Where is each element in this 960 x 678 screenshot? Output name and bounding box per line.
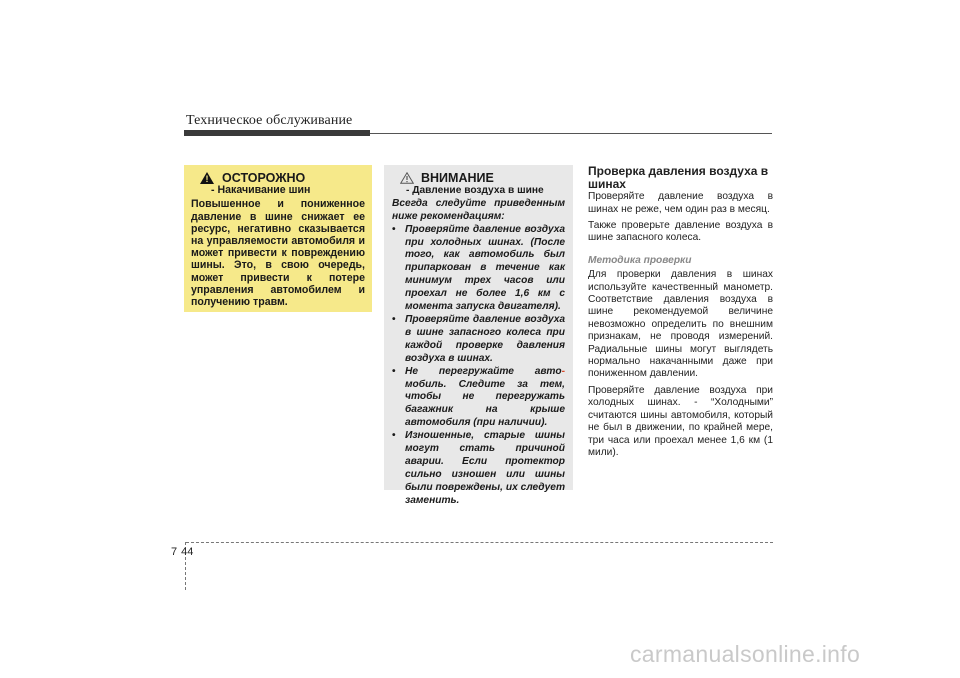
- chapter-number: 7: [171, 546, 178, 558]
- footer-rule: [186, 542, 773, 543]
- bullet-line: Изношенные, старые шины: [405, 430, 565, 442]
- bullet-line: момента запуска двигателя).: [405, 301, 561, 313]
- paragraph: Проверяйте давление воздуха в шинах не реже, чем один раз в месяц.: [588, 191, 773, 215]
- bullet-line: аварии. Если протектор: [405, 455, 565, 467]
- paragraph: Проверяйте давление воздуха при холодных шинах. - “Холодными” считаются шины автомобиля, который не был в движении, по крайней мере, три часа или проехал менее 1,6 км (1 мили).: [588, 384, 773, 458]
- bullet-line: чтобы не перегружать: [405, 391, 565, 403]
- warning-subtitle: - Накачивание шин: [211, 184, 311, 197]
- page-number-value: 44: [181, 546, 194, 558]
- caution-title: ВНИМАНИЕ: [421, 171, 494, 185]
- caution-bullet: [392, 224, 565, 314]
- caution-intro-line: Всегда следуйте приведенным: [392, 197, 565, 209]
- subsection-title: Методика проверки: [588, 254, 692, 266]
- header-bar: [184, 130, 370, 136]
- watermark: carmanualsonline.info: [630, 641, 861, 667]
- caution-bullet: [392, 314, 565, 366]
- bullet-line-text: Не перегружайте авто: [405, 365, 562, 377]
- caution-intro: [392, 198, 565, 224]
- bullet-line: Проверяйте давление воздуха: [405, 313, 565, 325]
- warning-line: управления автомобилем и: [191, 283, 365, 296]
- caution-subtitle: - Давление воздуха в шине: [406, 184, 544, 196]
- warning-title: ОСТОРОЖНО: [222, 171, 306, 185]
- bullet-dot-icon: •: [392, 223, 396, 235]
- page-header-title: Техническое обслуживание: [186, 113, 353, 128]
- warning-line: может привести к потере: [191, 271, 365, 284]
- page-number: [171, 546, 193, 558]
- bullet-line: припаркован в течение как: [405, 262, 565, 274]
- bullet-line: сильно изношен или шины: [405, 468, 565, 480]
- warning-line: ресурс, негативно сказывается: [191, 222, 365, 235]
- bullet-line: заменить.: [405, 494, 460, 506]
- bullet-line: мобиль. Следите за тем,: [405, 378, 565, 390]
- bullet-line: минимум трех часов или: [405, 275, 565, 287]
- bullet-line: были повреждены, их следует: [405, 481, 565, 493]
- bullet-line: того, как автомобиль был: [405, 249, 565, 261]
- warning-line: давление в шине снижает ее: [191, 210, 365, 223]
- warning-line: получению травм.: [191, 296, 288, 309]
- caution-bullet: [392, 430, 565, 507]
- caution-box: [384, 165, 573, 506]
- header-rule: [370, 133, 772, 134]
- warning-triangle-icon: !: [200, 172, 214, 184]
- warning-text: [191, 198, 365, 308]
- warning-line: Повышенное и пониженное: [191, 198, 365, 211]
- bullet-dot-icon: •: [392, 365, 396, 377]
- warning-line: шины. Это, в свою очередь,: [191, 259, 365, 272]
- bullet-dot-icon: •: [392, 313, 396, 325]
- warning-header: [191, 172, 365, 184]
- right-column: [588, 165, 773, 463]
- bullet-line: в шине запасного колеса при: [405, 326, 565, 338]
- bullet-line: автомобиля (при наличии).: [405, 417, 548, 429]
- caution-triangle-icon: [400, 172, 414, 184]
- warning-line: на управляемости автомобиля и: [191, 235, 365, 248]
- caution-bullet: [392, 366, 565, 431]
- caution-header: [392, 172, 565, 185]
- bullet-line: могут стать причиной: [405, 443, 565, 455]
- bullet-dot-icon: •: [392, 430, 396, 442]
- bullet-line: багажник на крыше: [405, 404, 565, 416]
- bullet-line: проехал не более 1,6 км с: [405, 288, 565, 300]
- bullet-line: каждой проверке давления: [405, 339, 565, 351]
- warning-line: может привести к повреждению: [191, 247, 365, 260]
- bullet-line: Проверяйте давление воздуха: [405, 223, 565, 235]
- warning-box: [184, 165, 372, 312]
- hyphen-mark: -: [561, 365, 565, 377]
- paragraph: Также проверьте давление воздуха в шине запасного колеса.: [588, 220, 773, 244]
- bullet-line: воздуха в шинах.: [405, 352, 493, 364]
- bullet-line: [405, 366, 565, 379]
- paragraph: Для проверки давления в шинах используйте качественный манометр. Соответствие давления воздуха в шине рекомендуемой величине невозможно определить по внешним признакам, не проводя измерений. Радиальные шины могут выглядеть нормально накачанными даже при пониженном давлении.: [588, 269, 773, 380]
- bullet-line: при холодных шинах. (После: [405, 236, 565, 248]
- section-title: Проверка давления воздуха в шинах: [588, 164, 769, 191]
- caution-intro-line: ниже рекомендациям:: [392, 210, 505, 222]
